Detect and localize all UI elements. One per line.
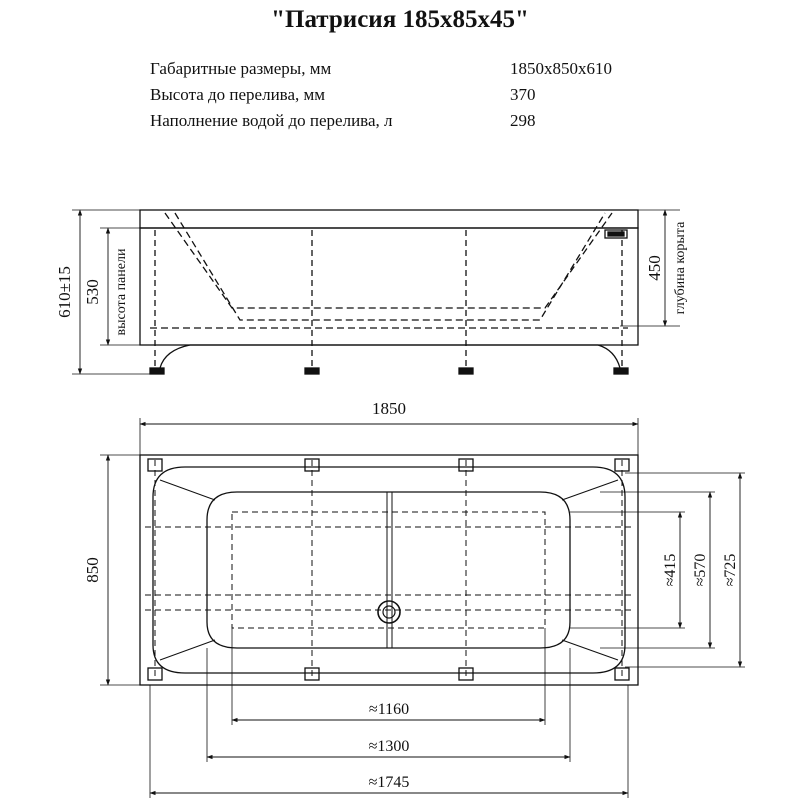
spec-value: 1850x850x610: [510, 59, 612, 78]
dim-total-height: 610±15: [55, 266, 74, 318]
dim-inner-725: ≈725: [722, 553, 739, 587]
dim-panel-height: 530: [83, 279, 102, 305]
spec-label: Габаритные размеры, мм: [150, 59, 332, 78]
side-view: [72, 210, 680, 374]
depth-label: глубина корыта: [673, 221, 688, 315]
foot: [614, 368, 628, 374]
basin-outline: [153, 467, 625, 673]
spec-label: Наполнение водой до перелива, л: [150, 111, 393, 130]
top-view: [100, 418, 745, 798]
dim-bottom-1300: ≈1300: [368, 738, 410, 755]
panel-height-label: высота панели: [114, 248, 129, 336]
inner-tub-outline: [165, 213, 612, 308]
dim-inner-570: ≈570: [692, 553, 709, 587]
dim-inner-415: ≈415: [662, 553, 679, 587]
dim-length: 1850: [372, 399, 406, 418]
dim-bottom-1745: ≈1745: [368, 774, 410, 791]
spec-label: Высота до перелива, мм: [150, 85, 326, 104]
dim-bottom-1160: ≈1160: [368, 701, 410, 718]
bathtub-outline: [140, 455, 638, 685]
spec-value: 298: [510, 111, 536, 130]
basin-bottom: [207, 492, 570, 648]
spec-value: 370: [510, 85, 536, 104]
foot: [459, 368, 473, 374]
dim-width: 850: [83, 557, 102, 583]
drawing-title: "Патрисия 185x85x45": [271, 6, 529, 33]
drain-icon: [378, 601, 400, 623]
bathtub-rim: [140, 210, 638, 228]
inner-tub-bottom: [175, 213, 605, 320]
foot: [305, 368, 319, 374]
base-skirt: [160, 345, 620, 368]
foot: [150, 368, 164, 374]
dim-depth: 450: [645, 255, 664, 281]
